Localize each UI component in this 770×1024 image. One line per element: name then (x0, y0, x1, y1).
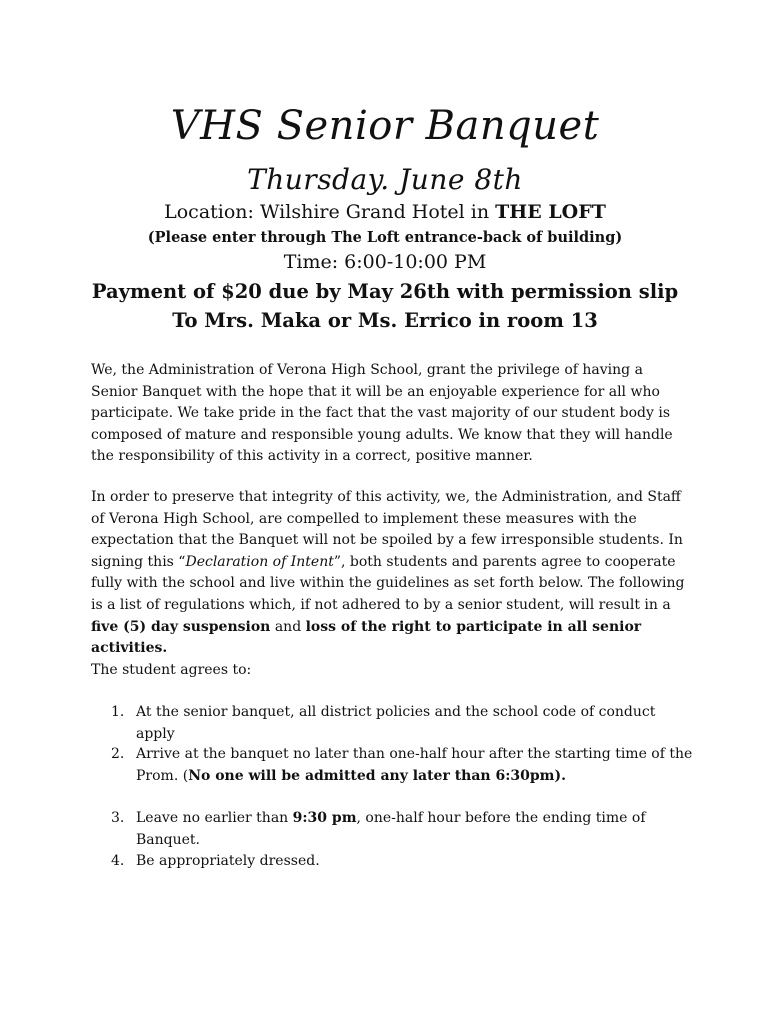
list-item-number: 3. (111, 810, 125, 826)
list-item-text (136, 808, 696, 851)
location-prefix: Location: Wilshire Grand Hotel in (164, 201, 496, 223)
document-title: VHS Senior Banquet (170, 103, 600, 149)
list-item-text: Be appropriately dressed. (136, 853, 320, 869)
regulations-text-1: In order to preserve that integrity of this activity, we, the Administration, and Staff of Verona High School, are compelled to implement these measures with the expectation that the Banquet will not be spoiled by a few irresponsible students. In signing this “ (91, 489, 683, 570)
list-item-text: At the senior banquet, all district policies and the school code of conduct apply (136, 704, 656, 742)
list-item-text-plain: Arrive at the banquet no later than one-half hour after the starting time of the Prom. ( (136, 746, 693, 784)
regulations-paragraph (91, 487, 691, 660)
list-item-text-bold: 9:30 pm (292, 810, 357, 826)
payment-line-1: Payment of $20 due by May 26th with permission slip (91, 280, 679, 303)
event-date: Thursday. June 8th (247, 163, 523, 196)
agreement-heading: The student agrees to: (91, 662, 252, 678)
list-item-text (136, 744, 696, 787)
list-item-number: 1. (111, 704, 125, 720)
declaration-of-intent: Declaration of Intent (185, 553, 334, 570)
suspension-term: five (5) day suspension (91, 618, 271, 635)
regulations-text-3: and (270, 618, 306, 635)
event-time: Time: 6:00-10:00 PM (283, 251, 487, 273)
list-item-text-before: Leave no earlier than (136, 810, 293, 826)
intro-paragraph: We, the Administration of Verona High School, grant the privilege of having a Senior Banquet with the hope that it will be an enjoyable experience for all who participate. We take pride in the fact that the vast majority of our student body is composed of mature and responsible young adults. We know that they will handle the responsibility of this activity in a correct, positive manner. (91, 362, 673, 465)
location-venue: THE LOFT (495, 201, 606, 223)
regulations-text-2: ”, both students and parents agree to cooperate fully with the school and live within the guidelines as set forth below. The following is a list of regulations which, if not adhered to by a senior student, will result in a (91, 553, 685, 613)
list-item-number: 4. (111, 853, 125, 869)
list-item-number: 2. (111, 746, 125, 762)
entrance-note: (Please enter through The Loft entrance-back of building) (147, 229, 623, 246)
event-location (0, 199, 770, 225)
list-item-text-after: , one-half hour before the ending time of Banquet. (136, 810, 646, 848)
loss-of-rights-term: loss of the right to participate in all senior activities. (91, 618, 642, 657)
payment-line-2: To Mrs. Maka or Ms. Errico in room 13 (172, 309, 598, 332)
list-item-text-bold: No one will be admitted any later than 6:30pm). (188, 767, 566, 784)
